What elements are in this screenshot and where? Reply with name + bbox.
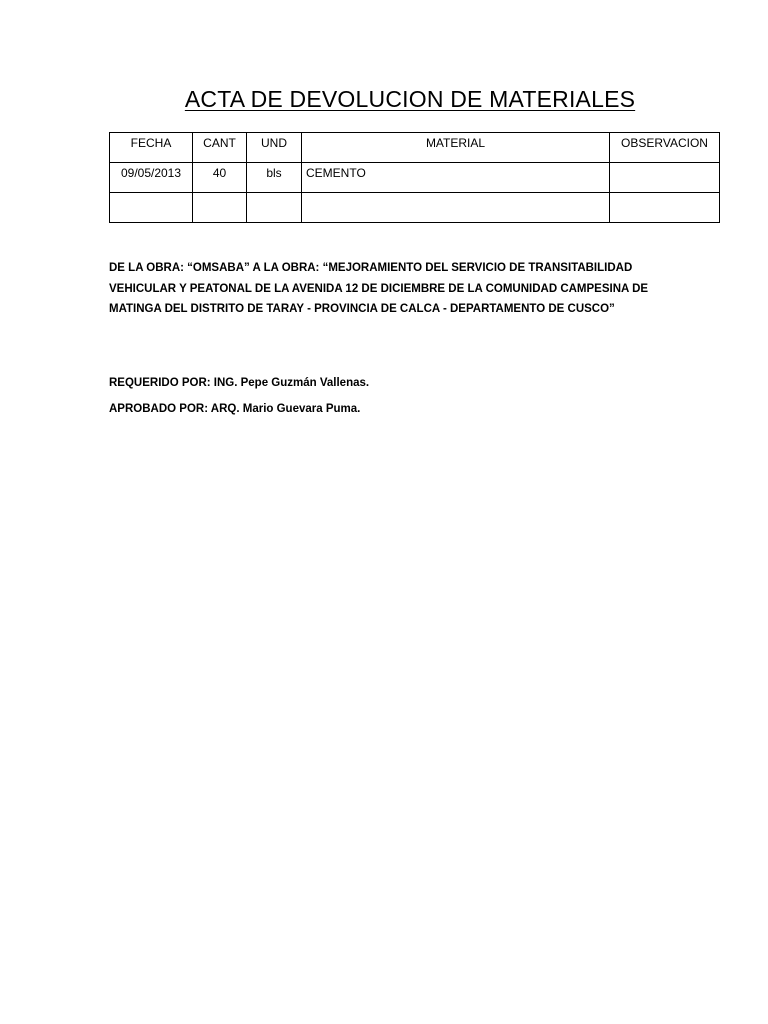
header-material: MATERIAL <box>302 133 610 163</box>
cell-und <box>247 193 302 223</box>
header-observacion: OBSERVACION <box>610 133 720 163</box>
cell-observacion <box>610 163 720 193</box>
transfer-description: DE LA OBRA: “OMSABA” A LA OBRA: “MEJORAMIENTO DEL SERVICIO DE TRANSITABILIDAD VEHICULAR Y PEATONAL DE LA AVENIDA 12 DE DICIEMBRE DE LA COMUNIDAD CAMPESINA DE MATINGA DEL DISTRITO DE TARAY - PROVINCIA DE CALCA - DEPARTAMENTO DE CUSCO” <box>109 262 649 315</box>
table-row <box>110 163 720 193</box>
table-row <box>110 193 720 223</box>
table-header-row <box>110 133 720 163</box>
cell-material <box>302 193 610 223</box>
header-cant: CANT <box>193 133 247 163</box>
cell-cant <box>193 193 247 223</box>
cell-material: CEMENTO <box>302 163 610 193</box>
materials-table <box>109 132 720 223</box>
header-und: UND <box>247 133 302 163</box>
requested-by: REQUERIDO POR: ING. Pepe Guzmán Vallenas. <box>109 377 370 389</box>
cell-cant: 40 <box>193 163 247 193</box>
cell-und: bls <box>247 163 302 193</box>
header-fecha: FECHA <box>110 133 193 163</box>
document-title: ACTA DE DEVOLUCION DE MATERIALES <box>184 86 636 112</box>
cell-observacion <box>610 193 720 223</box>
cell-fecha <box>110 193 193 223</box>
cell-fecha: 09/05/2013 <box>110 163 193 193</box>
approved-by: APROBADO POR: ARQ. Mario Guevara Puma. <box>109 403 361 415</box>
